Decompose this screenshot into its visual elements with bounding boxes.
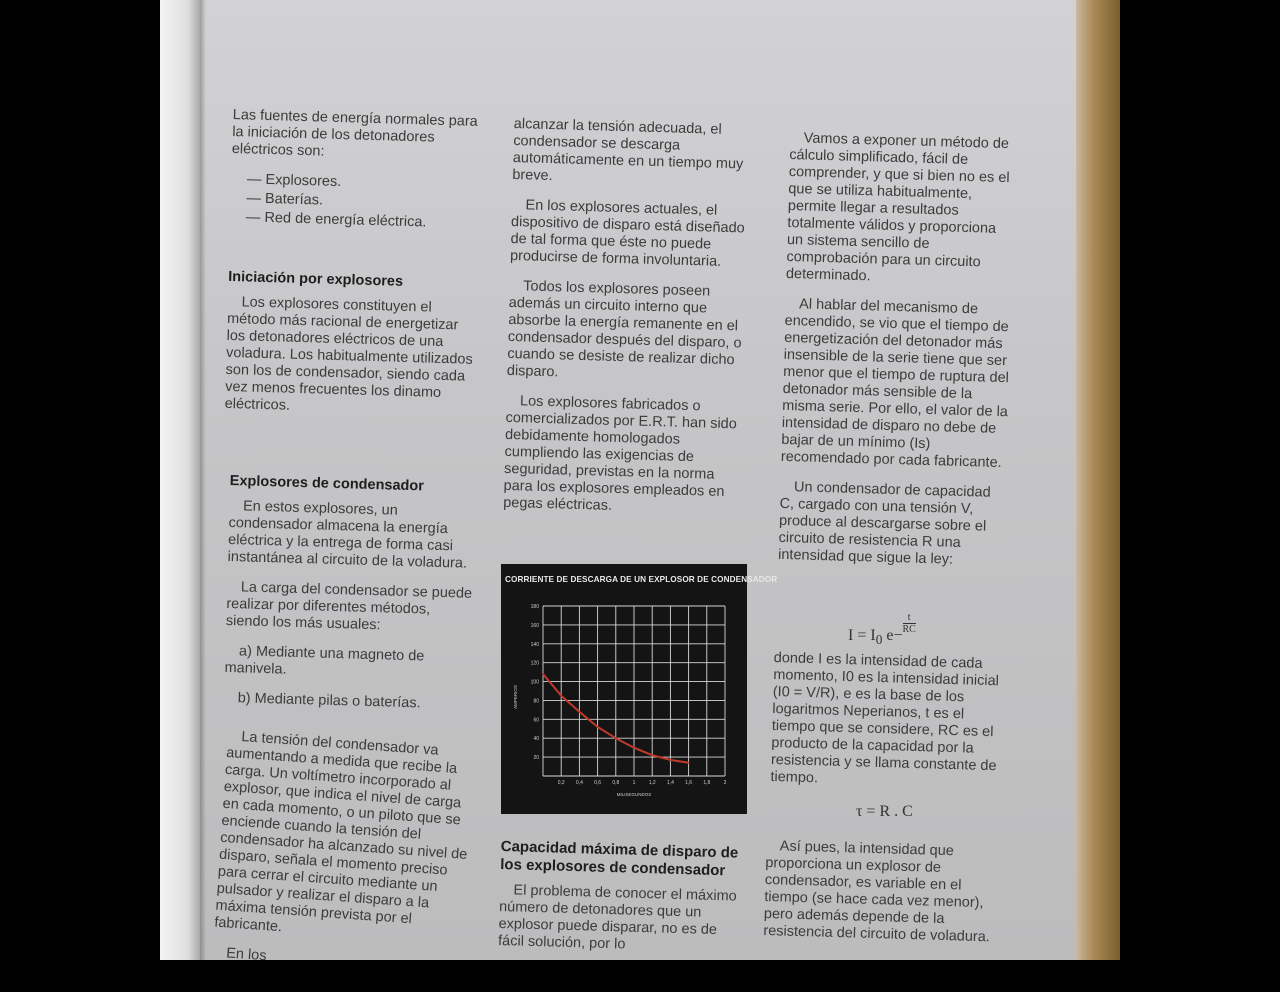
section-heading: Explosores de condensador [229, 473, 425, 495]
book-left-page-edge [160, 0, 200, 960]
x-tick-label: 0,2 [557, 780, 565, 786]
list-item: — Red de energía eléctrica. [246, 209, 480, 233]
exponent-denominator: RC [902, 624, 916, 635]
paragraph: Así pues, la intensidad que proporciona un explosor de condensador, es variable en el tiempo (se hace cada vez menor), pero además depende de la resistencia del circuito de voladura. [763, 838, 991, 946]
column-3-bottom [763, 838, 1004, 960]
data-point [633, 747, 635, 749]
y-tick-label: 40 [533, 736, 539, 743]
paragraph: donde I es la intensidad de cada momento, I0 es la intensidad inicial (I0 = V/R), e es la base de los logaritmos Neperianos, t es el tiempo que se considere, RC es el producto de la capacidad por la resistencia y se llama constante de tiempo. [770, 650, 1000, 787]
paragraph: Los explosores constituyen el método más racional de energetizar los detonadores eléctricos de una voladura. Los habitualmente utilizados son los de condensador, siendo cada vez menos frecuentes los dinamo eléctricos. [224, 294, 473, 414]
formula-base: e [882, 627, 894, 644]
column-2-bottom [498, 838, 741, 970]
section-heading: Iniciación por explosores [228, 268, 404, 290]
paragraph: En los explosores actuales, el dispositivo de disparo está diseñado de tal forma que éste no puede producirse de forma involuntaria. [509, 197, 745, 270]
book-cover-edge [1076, 0, 1120, 960]
time-constant-formula: τ = R . C [856, 803, 913, 820]
intro-paragraph: Las fuentes de energía normales para la iniciación de los detonadores eléctricos son: [231, 107, 478, 160]
data-point [670, 759, 672, 761]
list-item: — Explosores. [247, 171, 481, 195]
paragraph: Vamos a exponer un método de cálculo simplificado, fácil de comprender, y que si bien no es el que se utiliza habitualmente, permite llegar a resultados totalmente válidos y proporciona un sistema sencillo de comprobación para un circuito determinado. [785, 130, 1010, 285]
data-point [579, 711, 581, 713]
data-point [615, 737, 617, 739]
column-3-top [778, 130, 1018, 583]
exponent-numerator: t [903, 612, 916, 624]
paragraph: Al hablar del mecanismo de encendido, se vio que el tiempo de energetización del detonador más insensible de la serie tiene que ser menor que el tiempo de ruptura del detonador más sensible de la misma serie. Por ello, el valor de la intensidad de disparo no debe de bajar de un mínimo (Is) recomendado por cada fabricante. [780, 296, 1010, 472]
chart-plot [501, 564, 778, 814]
paragraph: La tensión del condensador va aumentando a medida que recibe la carga. Un voltímetro incorporado al explosor, que indica el nivel de carga en cada momento, o un piloto que se enciende cuando la tensión del condensador ha alcanzado su nivel de disparo, señala el momento preciso para cerrar el circuito mediante un pulsador y realizar el disparo a la máxima tensión prevista por el fabricante. [213, 728, 468, 936]
discharge-chart [501, 564, 778, 814]
data-point [560, 695, 562, 697]
paragraph: El problema de conocer el máximo número de detonadores que un explosor puede disparar, no es de fácil solución, por lo [497, 882, 737, 953]
paragraph: alcanzar la tensión adecuada, el condensador se descarga automáticamente en un tiempo muy breve. [512, 116, 744, 185]
paragraph: La carga del condensador se puede realizar por diferentes métodos, siendo los más usuales: [225, 579, 473, 634]
paragraph: b) Mediante pilas o baterías. [237, 690, 421, 712]
column-1-middle [223, 473, 478, 727]
paragraph: En los [225, 945, 268, 965]
y-tick-label: 120 [530, 660, 539, 667]
column-1-bottom [211, 728, 476, 992]
y-tick-label: 100 [530, 679, 539, 686]
x-tick-label: 1,2 [648, 780, 656, 786]
data-point [542, 673, 544, 675]
y-axis-label: AMPERIOS [513, 685, 518, 709]
x-tick-label: 0,6 [594, 780, 602, 786]
x-tick-label: 1,6 [685, 780, 693, 786]
discharge-formula: $I = I_0$ e− $\frac{t}{RC}$ [848, 612, 916, 648]
paragraph: Los explosores fabricados o comercializados por E.R.T. han sido debidamente homologados cumpliendo las exigencias de seguridad, previstas en la norma para los explosores empleados en pegas eléctricas. [502, 393, 738, 514]
x-tick-label: 1,8 [703, 780, 711, 786]
section-heading: Capacidad máxima de disparo de los explosores de condensador [500, 838, 739, 880]
x-tick-label: 1,4 [666, 780, 674, 786]
y-tick-label: 80 [533, 698, 539, 705]
formula-lhs: I = I [848, 627, 876, 644]
page-gutter-shadow [200, 0, 206, 960]
column-2-top [503, 116, 752, 531]
chart-title: CORRIENTE DE DESCARGA DE UN EXPLOSOR DE CONDENSADOR [505, 575, 778, 584]
formula-exponent [903, 612, 916, 635]
x-tick-label: 2 [723, 780, 727, 786]
x-tick-label: 1 [632, 780, 636, 786]
y-tick-label: 160 [530, 622, 539, 629]
paragraph: En estos explosores, un condensador almacena la energía eléctrica y la entrega de forma casi instantánea al circuito de la voladura. [227, 498, 468, 572]
x-axis-label: MILISEGUNDOS [616, 792, 652, 797]
paragraph: Un condensador de capacidad C, cargado con una tensión V, produce al descargarse sobre el circuito de resistencia R una intensidad que sigue la ley: [777, 479, 991, 568]
paragraph: Todos los explosores poseen además un circuito interno que absorbe la energía remanente en el condensador después del disparo, o cuando se desiste de realizar dicho disparo. [506, 278, 742, 381]
column-3-middle [770, 650, 1012, 806]
data-point [597, 726, 599, 728]
paragraph: a) Mediante una magneto de manivela. [224, 643, 425, 678]
data-point [688, 762, 690, 764]
formula-subscript: 0 [875, 632, 883, 648]
y-tick-label: 60 [533, 717, 539, 724]
y-tick-label: 180 [530, 604, 539, 610]
data-point [651, 754, 653, 756]
energy-sources-list [230, 171, 481, 233]
x-tick-label: 0,4 [575, 780, 583, 786]
y-tick-label: 20 [533, 755, 539, 762]
x-tick-label: 0,8 [612, 780, 620, 786]
y-tick-label: 140 [530, 641, 539, 648]
column-1-top [224, 107, 483, 433]
list-item: — Baterías. [246, 190, 480, 214]
